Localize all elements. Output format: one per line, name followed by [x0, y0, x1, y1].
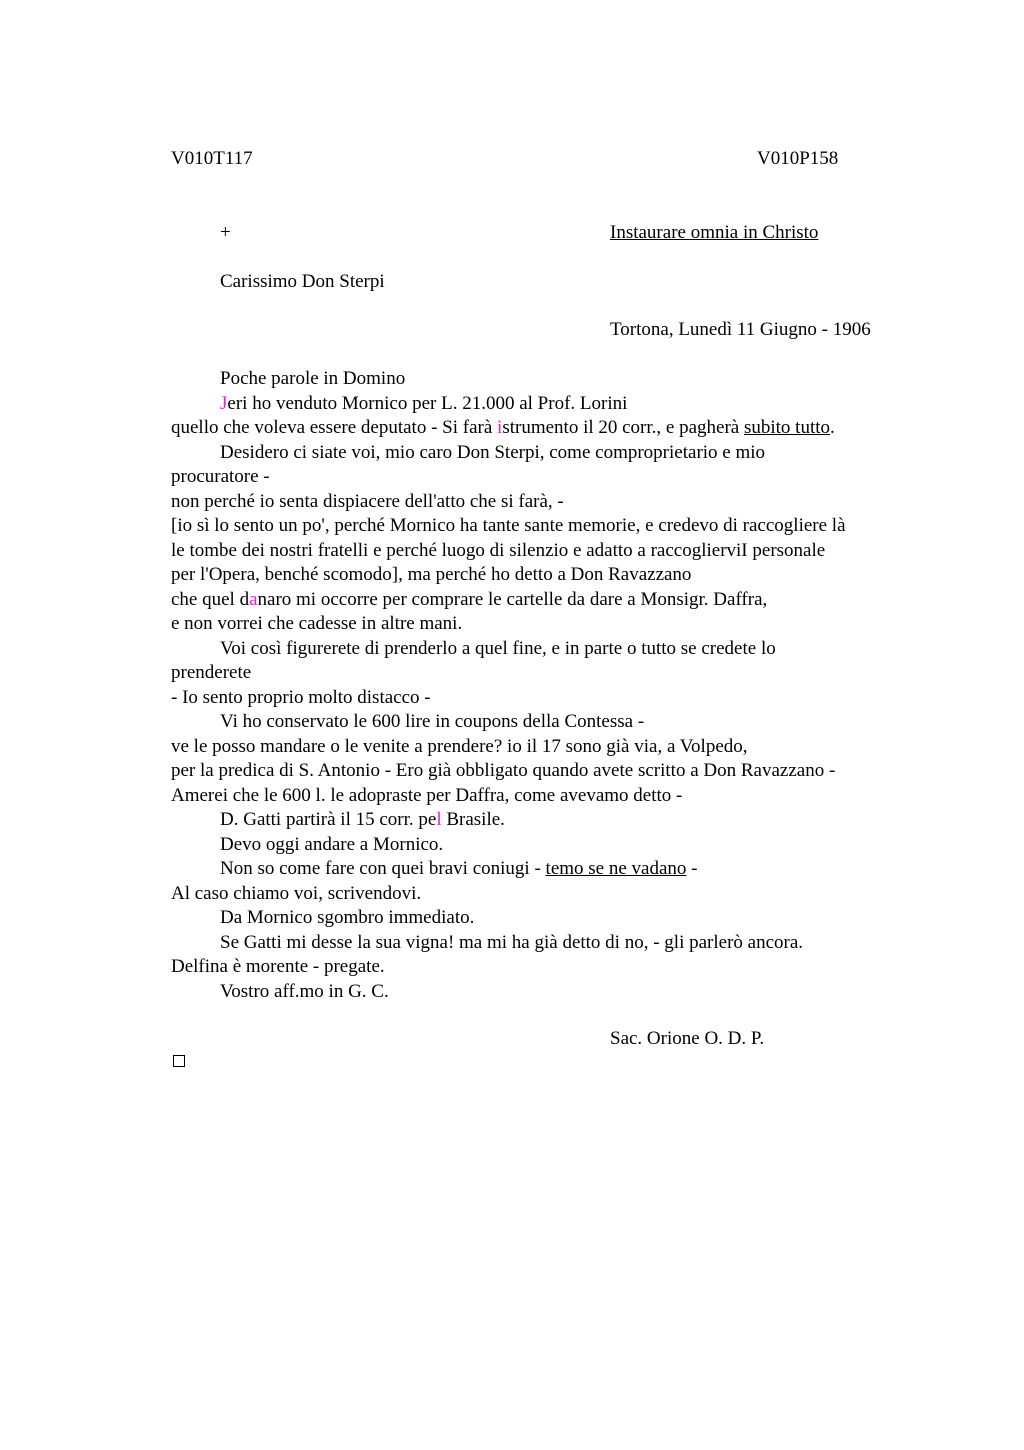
letter-date: Tortona, Lunedì 11 Giugno - 1906 — [610, 319, 871, 340]
underlined-text: temo se ne vadano — [545, 858, 687, 879]
body-line: che quel danaro mi occorre per comprare le cartelle da dare a Monsigr. Daffra, — [171, 588, 768, 610]
body-line: procuratore - — [171, 466, 270, 487]
body-line: le tombe dei nostri fratelli e perché luogo di silenzio e adatto a raccoglierviI personale — [171, 539, 826, 561]
letter-body — [171, 367, 931, 1004]
body-line: Non so come fare con quei bravi coniugi - temo se ne vadano - — [220, 858, 698, 879]
body-line: Da Mornico sgombro immediato. — [220, 907, 475, 928]
highlighted-letter: a — [249, 588, 258, 610]
body-line: e non vorrei che cadesse in altre mani. — [171, 613, 463, 634]
highlighted-letter: J — [220, 392, 228, 414]
body-line: Desidero ci siate voi, mio caro Don Sterpi, come comproprietario e mio — [220, 441, 766, 463]
body-line: Se Gatti mi desse la sua vigna! ma mi ha già detto di no, - gli parlerò ancora. — [220, 931, 804, 953]
cross-symbol: + — [220, 222, 231, 243]
highlighted-letter: l — [436, 809, 442, 830]
body-line: Vostro aff.mo in G. C. — [220, 980, 389, 1002]
body-line: Devo oggi andare a Mornico. — [220, 833, 444, 855]
underlined-text: subito tutto — [743, 417, 831, 438]
body-line: Delfina è morente - pregate. — [171, 956, 385, 977]
body-line: Voi così figurerete di prenderlo a quel fine, e in parte o tutto se credete lo — [220, 637, 776, 659]
body-line: Amerei che le 600 l. le adopraste per Daffra, come avevamo detto - — [171, 784, 683, 806]
body-line: quello che voleva essere deputato - Si farà istrumento il 20 corr., e pagherà subito tutto. — [171, 417, 835, 438]
body-line: prenderete — [171, 662, 252, 683]
body-line: Poche parole in Domino — [220, 368, 406, 389]
document-code-left: V010T117 — [171, 148, 253, 169]
body-line: Al caso chiamo voi, scrivendovi. — [171, 882, 422, 904]
signature: Sac. Orione O. D. P. — [610, 1028, 765, 1049]
body-line: Vi ho conservato le 600 lire in coupons della Contessa - — [220, 711, 645, 732]
motto: Instaurare omnia in Christo — [610, 222, 819, 243]
checkbox-square-icon — [173, 1055, 185, 1067]
salutation: Carissimo Don Sterpi — [220, 271, 385, 292]
body-line: non perché io senta dispiacere dell'atto che si farà, - — [171, 490, 564, 512]
body-line: [io sì lo sento un po', perché Mornico ha tante sante memorie, e credevo di raccogliere là — [171, 515, 846, 536]
body-line: per la predica di S. Antonio - Ero già obbligato quando avete scritto a Don Ravazzano - — [171, 760, 836, 781]
body-line: - Io sento proprio molto distacco - — [171, 686, 431, 708]
highlighted-letter: i — [497, 417, 503, 438]
body-line: Jeri ho venduto Mornico per L. 21.000 al Prof. Lorini — [220, 392, 628, 414]
body-line: ve le posso mandare o le venite a prendere? io il 17 sono già via, a Volpedo, — [171, 735, 748, 757]
body-line: per l'Opera, benché scomodo], ma perché ho detto a Don Ravazzano — [171, 564, 692, 585]
body-line: D. Gatti partirà il 15 corr. pel Brasile. — [220, 809, 505, 830]
document-code-right: V010P158 — [757, 148, 839, 169]
